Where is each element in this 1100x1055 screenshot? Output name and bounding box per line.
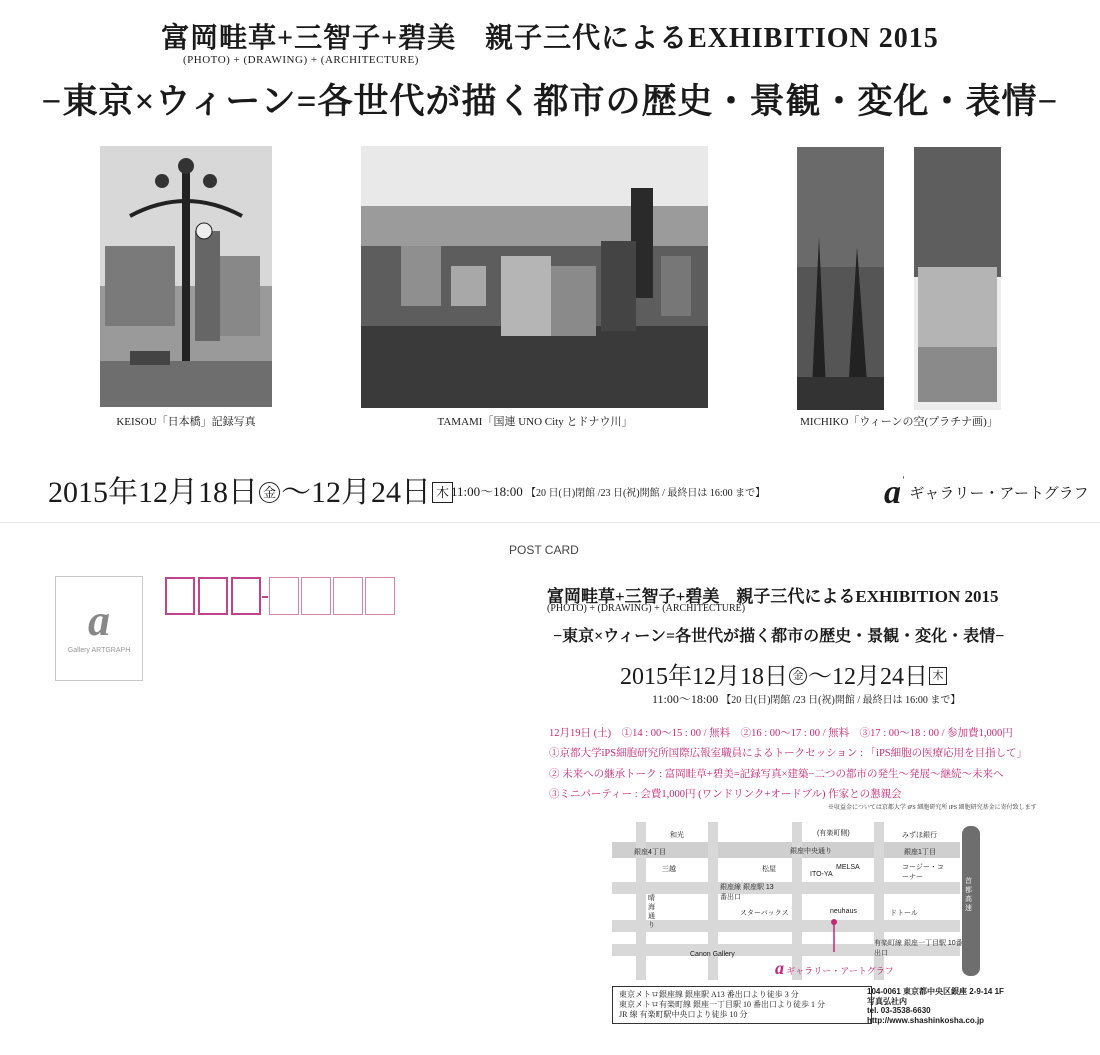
map-label-mitsukoshi: 三越 xyxy=(662,866,676,873)
map-gallery-logo xyxy=(775,958,894,979)
event-line-2: ①京都大学iPS細胞研究所国際広報室職員によるトークセッション : 「iPS細胞の医療応用を目指して」 xyxy=(549,748,1028,759)
exhibition-title-sub: (PHOTO) + (DRAWING) + (ARCHITECTURE) xyxy=(183,54,419,66)
back-day-start-badge: 金 xyxy=(789,667,807,685)
address-line-4: http://www.shashinkosha.co.jp xyxy=(867,1015,985,1025)
exhibition-subtitle: −東京×ウィーン=各世代が描く都市の歴史・景観・変化・表情− xyxy=(41,82,1059,121)
back-hours-note: 【20 日(日)閉館 /23 日(祝)開館 / 最終日は 16:00 まで】 xyxy=(721,695,961,706)
date-start: 2015年12月18日 xyxy=(48,476,258,509)
gallery-name: ギャラリー・アートグラフ xyxy=(909,486,1089,502)
map-gallery-logo-mark: a xyxy=(775,958,784,978)
access-line-2: 東京メトロ有楽町線 銀座一丁目駅 10 番出口より徒歩 1 分 xyxy=(619,1000,825,1009)
map-label-canon-gallery: Canon Gallery xyxy=(690,951,735,958)
zip-box-6 xyxy=(333,577,363,615)
exhibition-title: 富岡畦草+三智子+碧美 親子三代によるEXHIBITION 2015 xyxy=(161,23,939,54)
photo-caption-3: MICHIKO「ウィーンの空(プラチナ画)」 xyxy=(800,416,998,428)
map-label-ginza-station: 銀座線 銀座駅 13番出口 xyxy=(720,884,774,901)
gallery-address xyxy=(867,987,1004,1025)
photo-vienna-sky-left xyxy=(797,147,884,410)
photo-caption-1: KEISOU「日本橋」記録写真 xyxy=(116,416,256,428)
event-line-1: 12月19日 (土) ①14 : 00〜15 : 00 / 無料 ②16 : 00〜17 : 00 / 無料 ③17 : 00〜18 : 00 / 参加費1,000円 xyxy=(549,728,1013,739)
map-label-mizuho: みずほ銀行 xyxy=(902,832,937,839)
address-line-1: 104-0061 東京都中央区銀座 2-9-14 1F xyxy=(867,987,1004,996)
hours-note: 【20 日(日)閉館 /23 日(祝)開館 / 最終日は 16:00 まで】 xyxy=(526,488,766,499)
map-label-ginza1: 銀座1丁目 xyxy=(904,849,936,856)
access-line-1: 東京メトロ銀座線 銀座駅 A13 番出口より徒歩 3 分 xyxy=(619,990,799,999)
address-line-3: tel. 03-3538-6630 xyxy=(867,1006,931,1015)
gallery-logo: aˈ ギャラリー・アートグラフ xyxy=(884,474,1089,511)
address-line-2: 写真弘社内 xyxy=(867,996,907,1006)
map-label-wako: 和光 xyxy=(670,832,684,839)
map-label-cozy-corner: コージー・コーナー xyxy=(902,864,944,881)
day-end-badge: 木 xyxy=(432,482,453,503)
back-day-end-badge: 木 xyxy=(929,667,947,685)
map-label-yurakucho-side: (有楽町側) xyxy=(817,830,850,837)
back-title-sub: (PHOTO) + (DRAWING) + (ARCHITECTURE) xyxy=(547,603,746,614)
back-hours-time: 11:00〜18:00 xyxy=(652,692,719,706)
zip-dash xyxy=(262,596,268,598)
date-separator: 〜 xyxy=(281,476,311,509)
gallery-logo-mark: a xyxy=(884,474,901,511)
exhibition-dates xyxy=(48,467,454,511)
photo-vienna-sky-right xyxy=(914,147,1001,410)
map-label-itoya: ITO-YA xyxy=(810,871,833,878)
photo-caption-2: TAMAMI「国連 UNO City とドナウ川」 xyxy=(437,416,633,428)
map-label-matsuya: 松屋 xyxy=(762,866,776,873)
stamp-box xyxy=(55,576,143,681)
drawing-cathedral-left xyxy=(797,147,884,410)
date-end: 12月24日 xyxy=(311,476,431,509)
front-side xyxy=(0,0,1100,520)
zip-box-4 xyxy=(269,577,299,615)
hours-time: 11:00〜18:00 xyxy=(451,484,523,499)
card-divider xyxy=(0,522,1100,523)
photo-uno-city xyxy=(361,146,708,408)
zip-box-3 xyxy=(231,577,261,615)
back-opening-hours xyxy=(652,690,960,707)
zip-box-1 xyxy=(165,577,195,615)
event-line-3: ② 未来への継承トーク : 富岡畦草+碧美=記録写真×建築−二つの都市の発生〜発展〜継続〜未来へ xyxy=(549,769,1004,780)
zip-box-7 xyxy=(365,577,395,615)
drawing-cathedral-right xyxy=(914,147,1001,410)
back-date-start: 2015年12月18日 xyxy=(620,664,788,690)
map-label-neuhaus: neuhaus xyxy=(830,908,857,915)
map-label-doutor: ドトール xyxy=(890,910,918,917)
stamp-text: Gallery ARTGRAPH xyxy=(67,647,131,654)
post-card-label: POST CARD xyxy=(509,543,579,557)
donation-note: ※収益金については京都大学 iPS 細胞研究所 iPS 細胞研究基金に寄付致します xyxy=(828,805,1037,811)
back-date-end: 12月24日 xyxy=(832,664,928,690)
map-gallery-name: ギャラリー・アートグラフ xyxy=(786,966,894,976)
map-label-shuto-expressway: 首都高速 xyxy=(965,878,972,912)
map-label-melsa: MELSA xyxy=(836,864,860,871)
stamp-logo-mark: a xyxy=(88,596,110,645)
day-start-badge: 金 xyxy=(259,482,280,503)
back-date-separator: 〜 xyxy=(808,664,832,690)
map-label-ginza4: 銀座4丁目 xyxy=(634,849,666,856)
access-map xyxy=(612,822,990,980)
access-line-3: JR 線 有楽町駅中央口より徒歩 10 分 xyxy=(619,1010,748,1019)
map-label-harumi-dori: 晴海通り xyxy=(648,895,655,929)
photo-nihonbashi xyxy=(100,146,272,407)
photo-uno-city-image xyxy=(361,146,708,408)
back-title: 富岡畦草+三智子+碧美 親子三代によるEXHIBITION 2015 xyxy=(547,587,999,606)
zip-box-5 xyxy=(301,577,331,615)
map-label-chuo-dori: 銀座中央通り xyxy=(790,848,832,855)
photo-nihonbashi-image xyxy=(100,146,272,407)
map-label-ginza1-station: 有楽町線 銀座一丁目駅 10番出口 xyxy=(874,940,963,957)
zip-box-2 xyxy=(198,577,228,615)
back-subtitle: −東京×ウィーン=各世代が描く都市の歴史・景観・変化・表情− xyxy=(553,628,1005,645)
opening-hours xyxy=(451,481,765,500)
event-line-4: ③ミニパーティー : 会費1,000円 (ワンドリンク+オードブル) 作家との懇親会 xyxy=(549,789,902,800)
access-directions xyxy=(612,986,872,1024)
map-label-starbucks: スターバックス xyxy=(740,910,789,917)
back-dates xyxy=(620,656,948,691)
